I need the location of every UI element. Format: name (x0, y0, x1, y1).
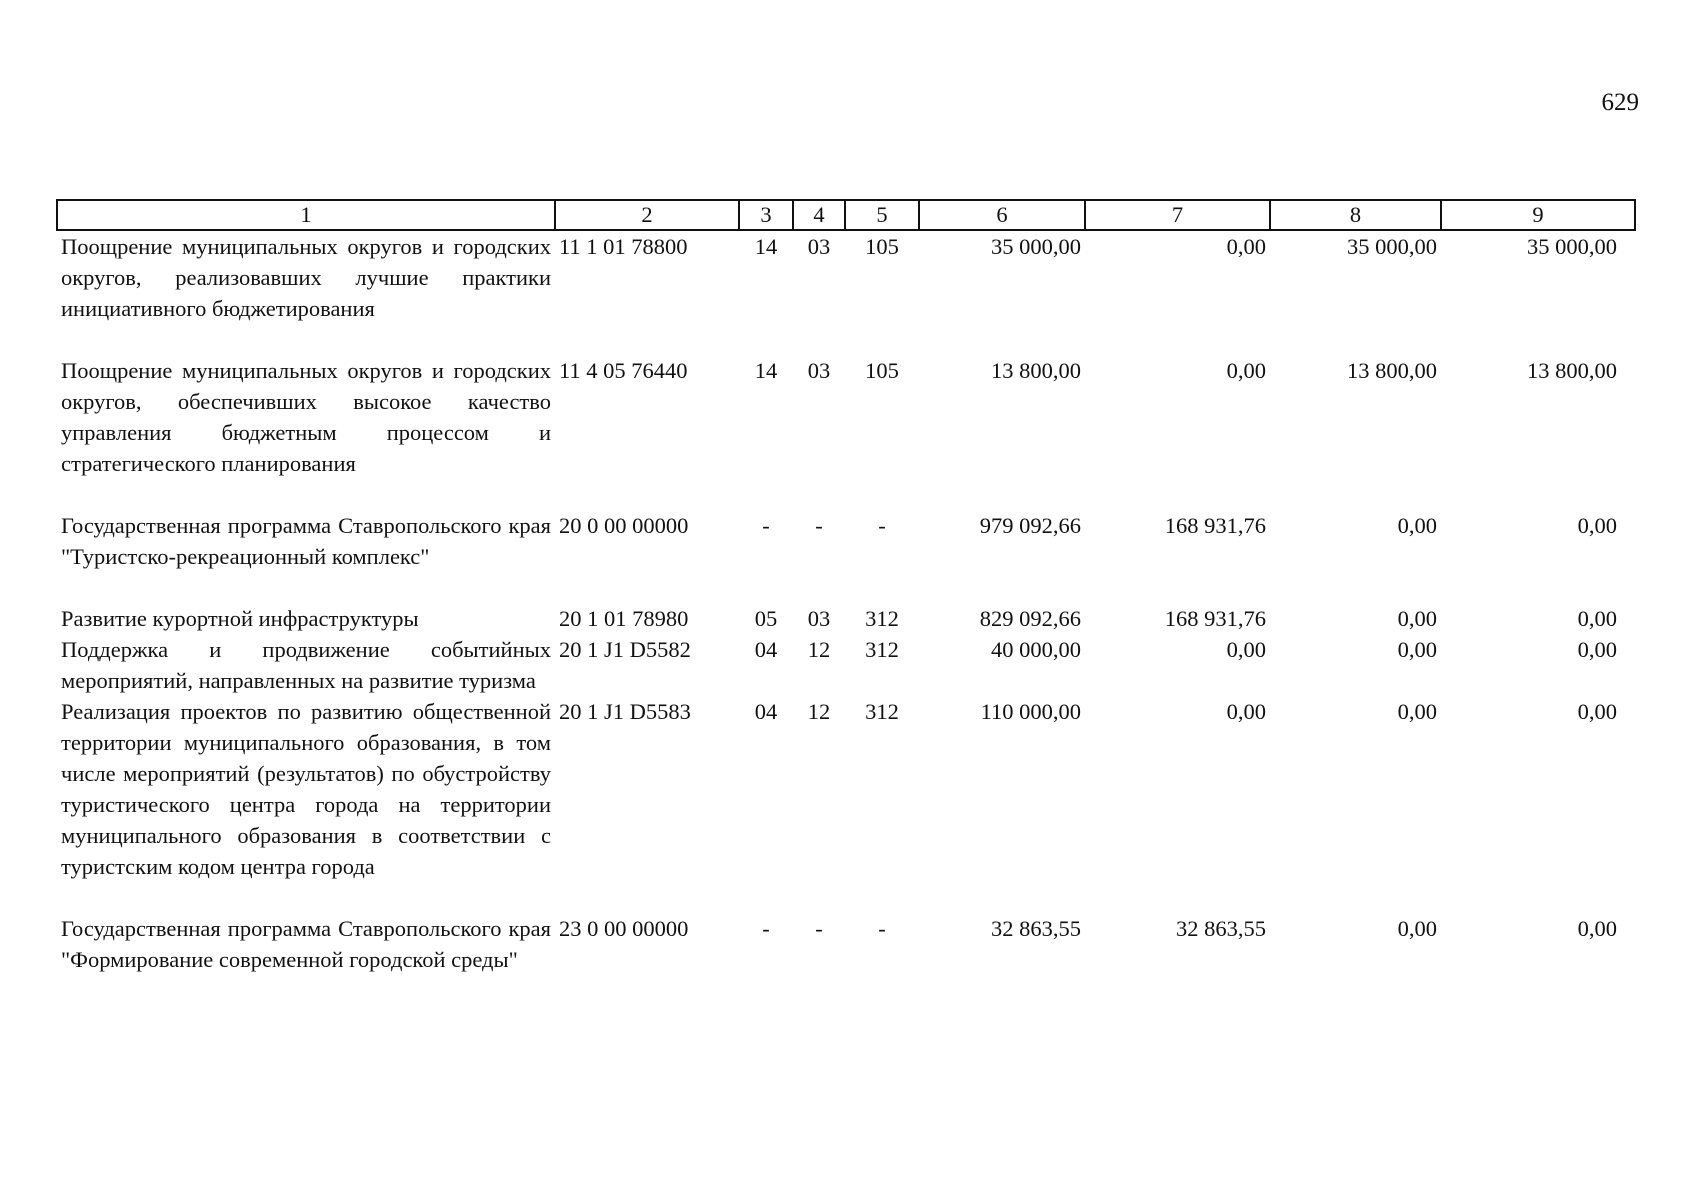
row-code: 20 1 J1 D5582 (559, 637, 691, 662)
row-col-4: 03 (807, 606, 831, 631)
page-number: 629 (1601, 89, 1639, 116)
row-col-3: 04 (754, 637, 778, 662)
row-col-9: 0,00 (1577, 513, 1617, 538)
row-col-8: 0,00 (1397, 637, 1437, 662)
row-col-6: 110 000,00 (980, 699, 1081, 724)
table-row (57, 913, 1635, 975)
row-name: Государственная программа Ставропольского края "Туристско-рекреационный комплекс" (61, 513, 551, 569)
row-col-5: 105 (865, 358, 899, 383)
row-col-9: 0,00 (1577, 699, 1617, 724)
row-col-6: 979 092,66 (979, 513, 1081, 538)
row-col-6: 35 000,00 (991, 234, 1081, 259)
row-col-4: 03 (807, 234, 831, 259)
row-col-7: 0,00 (1226, 358, 1266, 383)
row-col-5: 105 (865, 234, 899, 259)
table-row (57, 634, 1635, 696)
row-col-8: 0,00 (1397, 699, 1437, 724)
column-number-header-row (57, 200, 1635, 230)
table-row (57, 230, 1635, 355)
row-col-3: 04 (754, 699, 778, 724)
row-col-4: - (815, 916, 823, 941)
row-code: 20 0 00 00000 (559, 513, 689, 538)
row-col-6: 40 000,00 (991, 637, 1081, 662)
row-name: Государственная программа Ставропольского края "Формирование современной городской среды" (61, 916, 551, 972)
row-col-4: 03 (807, 358, 831, 383)
column-header-6: 6 (919, 200, 1085, 230)
column-header-7: 7 (1085, 200, 1270, 230)
row-col-6: 32 863,55 (991, 916, 1081, 941)
row-code: 11 4 05 76440 (559, 358, 688, 383)
budget-table (56, 199, 1636, 975)
row-col-5: 312 (865, 606, 899, 631)
column-header-8: 8 (1270, 200, 1441, 230)
row-col-5: - (878, 513, 886, 538)
table-row (57, 355, 1635, 510)
row-col-4: 12 (807, 699, 831, 724)
row-name: Развитие курортной инфраструктуры (61, 606, 419, 631)
row-name: Поддержка и продвижение событийных мероприятий, направленных на развитие туризма (61, 637, 551, 693)
row-col-6: 13 800,00 (991, 358, 1081, 383)
row-col-5: - (878, 916, 886, 941)
row-col-9: 13 800,00 (1527, 358, 1617, 383)
row-col-8: 35 000,00 (1347, 234, 1437, 259)
column-header-2: 2 (555, 200, 739, 230)
column-header-5: 5 (845, 200, 919, 230)
row-col-4: 12 (807, 637, 831, 662)
row-name: Поощрение муниципальных округов и городских округов, обеспечивших высокое качество управления бюджетным процессом и стратегического планирования (61, 358, 551, 476)
row-col-8: 0,00 (1397, 513, 1437, 538)
row-col-9: 35 000,00 (1527, 234, 1617, 259)
row-col-3: 14 (754, 234, 778, 259)
row-col-7: 0,00 (1226, 234, 1266, 259)
row-col-7: 168 931,76 (1164, 513, 1266, 538)
row-code: 11 1 01 78800 (559, 234, 688, 259)
row-col-3: - (762, 513, 770, 538)
row-name: Реализация проектов по развитию общественной территории муниципального образования, в том числе мероприятий (результатов) по обустройству туристического центра города на территории муниципального образования в соответствии с туристским кодом центра города (61, 699, 551, 879)
table-row (57, 603, 1635, 634)
row-col-9: 0,00 (1577, 916, 1617, 941)
row-col-6: 829 092,66 (979, 606, 1081, 631)
row-name: Поощрение муниципальных округов и городских округов, реализовавших лучшие практики инициативного бюджетирования (61, 234, 551, 321)
row-col-7: 32 863,55 (1176, 916, 1266, 941)
row-col-5: 312 (865, 637, 899, 662)
row-col-8: 0,00 (1397, 606, 1437, 631)
row-col-4: - (815, 513, 823, 538)
row-col-8: 0,00 (1397, 916, 1437, 941)
row-col-9: 0,00 (1577, 637, 1617, 662)
row-col-7: 0,00 (1226, 637, 1266, 662)
column-header-9: 9 (1441, 200, 1635, 230)
column-header-3: 3 (739, 200, 793, 230)
row-col-5: 312 (865, 699, 899, 724)
table-row (57, 696, 1635, 913)
row-col-8: 13 800,00 (1347, 358, 1437, 383)
row-col-3: - (762, 916, 770, 941)
row-col-7: 168 931,76 (1164, 606, 1266, 631)
column-header-4: 4 (793, 200, 845, 230)
row-col-7: 0,00 (1226, 699, 1266, 724)
row-col-9: 0,00 (1577, 606, 1617, 631)
row-col-3: 05 (754, 606, 778, 631)
row-code: 20 1 01 78980 (559, 606, 689, 631)
row-code: 20 1 J1 D5583 (559, 699, 691, 724)
table-row (57, 510, 1635, 603)
row-col-3: 14 (754, 358, 778, 383)
row-code: 23 0 00 00000 (559, 916, 689, 941)
column-header-1: 1 (57, 200, 555, 230)
